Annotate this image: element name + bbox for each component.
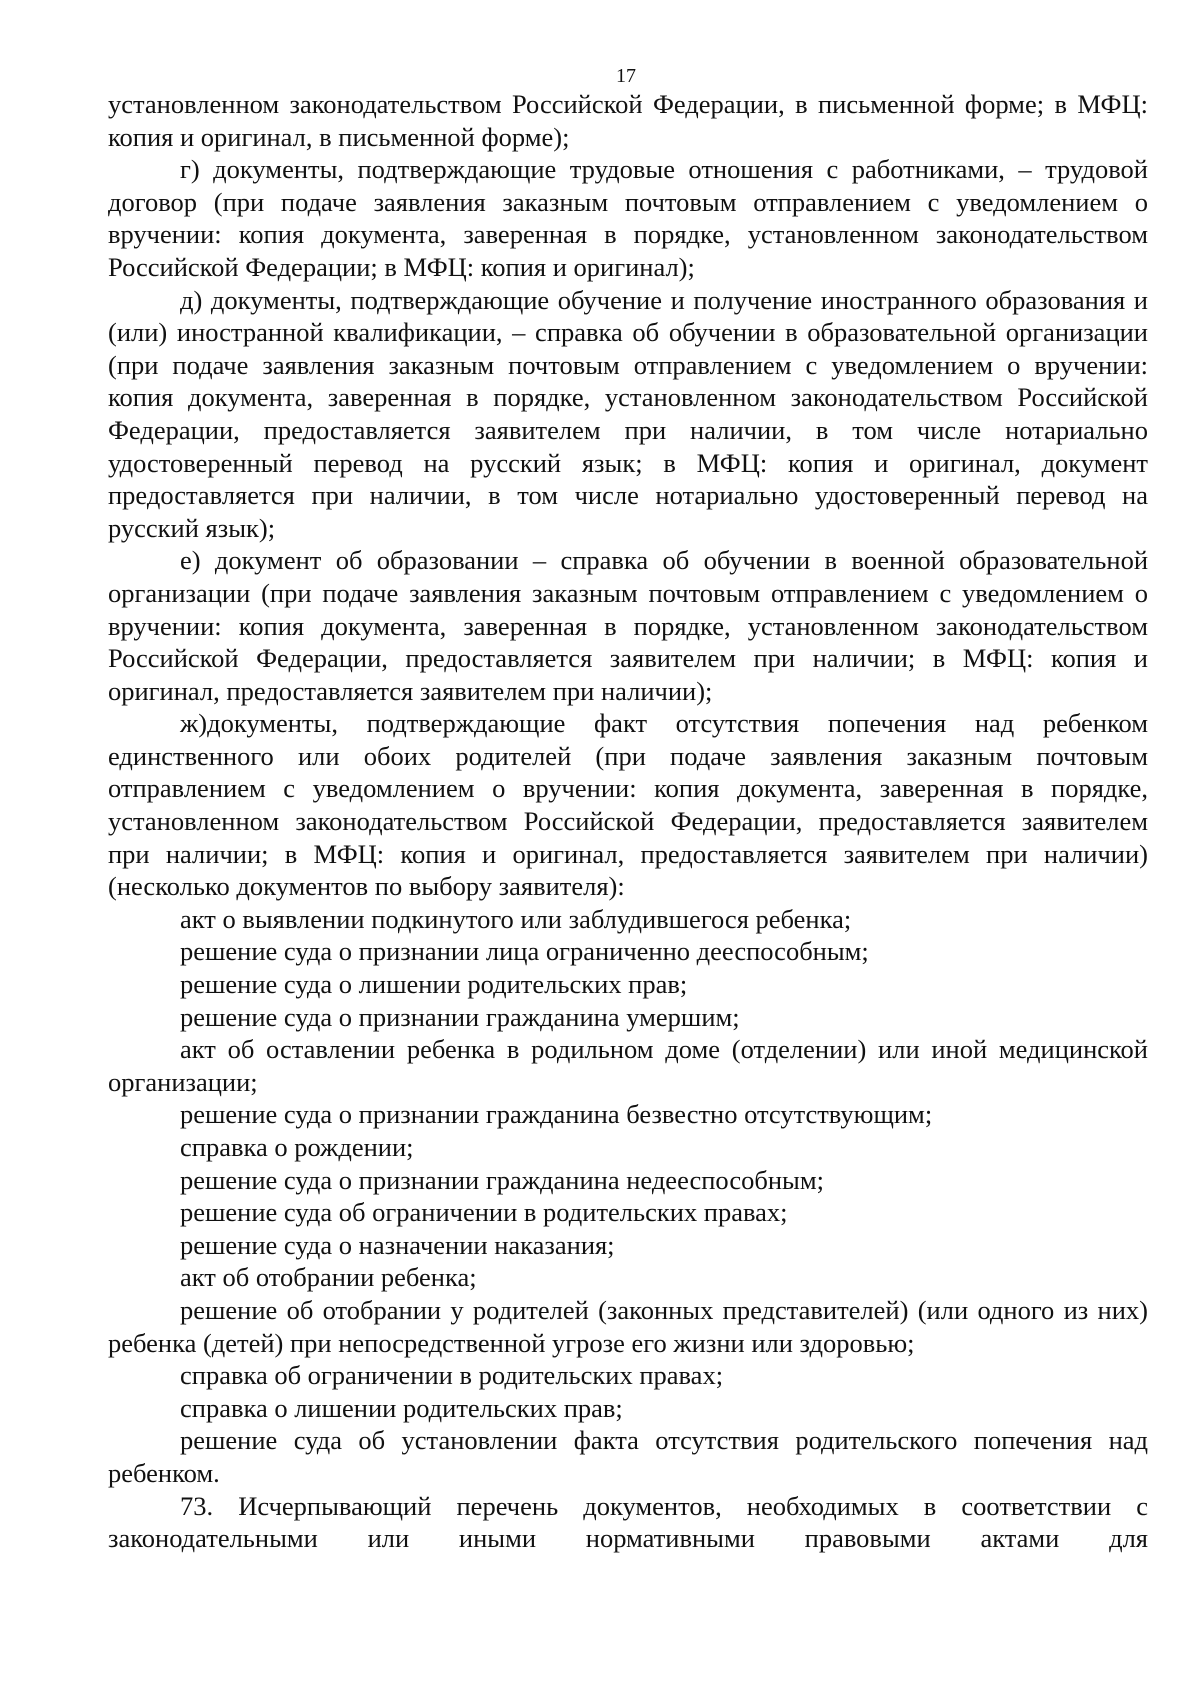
list-item: решение суда о признании гражданина недееспособным; [180, 1164, 824, 1195]
list-item: акт о выявлении подкинутого или заблудившегося ребенка; [180, 903, 852, 934]
paragraph-item-zh: ж)документы, подтверждающие факт отсутствия попечения над ребенком единственного или обоих родителей (при подаче заявления заказным почтовым отправлением с уведомлением о вручении: копия документа, заверенная в порядке, установленном законодательством Российской Федерации, предоставляется заявителем при наличии; в МФЦ: копия и оригинал, предоставляется заявителем при наличии) (несколько документов по выбору заявителя): [108, 708, 1148, 902]
list-item: справка о лишении родительских прав; [180, 1392, 623, 1423]
list-item: решение суда о лишении родительских прав; [180, 969, 688, 1000]
list-item: справка о рождении; [180, 1132, 414, 1162]
list-item: акт об оставлении ребенка в родильном доме (отделении) или иной медицинской организации; [108, 1034, 1148, 1097]
paragraph-item-d: д) документы, подтверждающие обучение и получение иностранного образования и (или) иностранной квалификации, – справка об обучении в образовательной организации (при подаче заявления заказным почтовым отправлением с уведомлением о вручении: копия документа, заверенная в порядке, установленном законодательством Российской Федерации, предоставляется заявителем при наличии, в том числе нотариально удостоверенный перевод на русский язык; в МФЦ: копия и оригинал, документ предоставляется при наличии, в том числе нотариально удостоверенный перевод на русский язык); [108, 284, 1148, 543]
list-item: акт об отобрании ребенка; [180, 1262, 477, 1293]
list-item: решение об отобрании у родителей (законных представителей) (или одного из них) ребенка (детей) при непосредственной угрозе его жизни или здоровью; [108, 1294, 1148, 1358]
document-body [108, 88, 1148, 1555]
list-item: решение суда о признании гражданина умершим; [180, 1001, 740, 1032]
list-item: решение суда о назначении наказания; [180, 1229, 615, 1260]
page-number: 17 [616, 65, 636, 87]
paragraph-item-e: е) документ об образовании – справка об обучении в военной образовательной организации (при подаче заявления заказным почтовым отправлением с уведомлением о вручении: копия документа, заверенная в порядке, установленном законодательством Российской Федерации, предоставляется заявителем при наличии; в МФЦ: копия и оригинал, предоставляется заявителем при наличии); [108, 545, 1148, 706]
list-item: справка об ограничении в родительских правах; [180, 1360, 724, 1391]
paragraph-item-g: г) документы, подтверждающие трудовые отношения с работниками, – трудовой договор (при подаче заявления заказным почтовым отправлением с уведомлением о вручении: копия документа, заверенная в порядке, установленном законодательством Российской Федерации; в МФЦ: копия и оригинал); [108, 154, 1148, 282]
list-item: решение суда о признании лица ограниченно дееспособным; [180, 936, 869, 967]
list-item: решение суда об установлении факта отсутствия родительского попечения над ребенком. [108, 1425, 1148, 1488]
list-item: решение суда об ограничении в родительских правах; [180, 1197, 788, 1228]
paragraph-continuation: установленном законодательством Российской Федерации, в письменной форме; в МФЦ: копия и оригинал, в письменной форме); [108, 89, 1148, 152]
paragraph-item-73: 73. Исчерпывающий перечень документов, необходимых в соответствии с законодательными или иными нормативными правовыми актами для [108, 1490, 1148, 1554]
list-item: решение суда о признании гражданина безвестно отсутствующим; [180, 1099, 933, 1130]
